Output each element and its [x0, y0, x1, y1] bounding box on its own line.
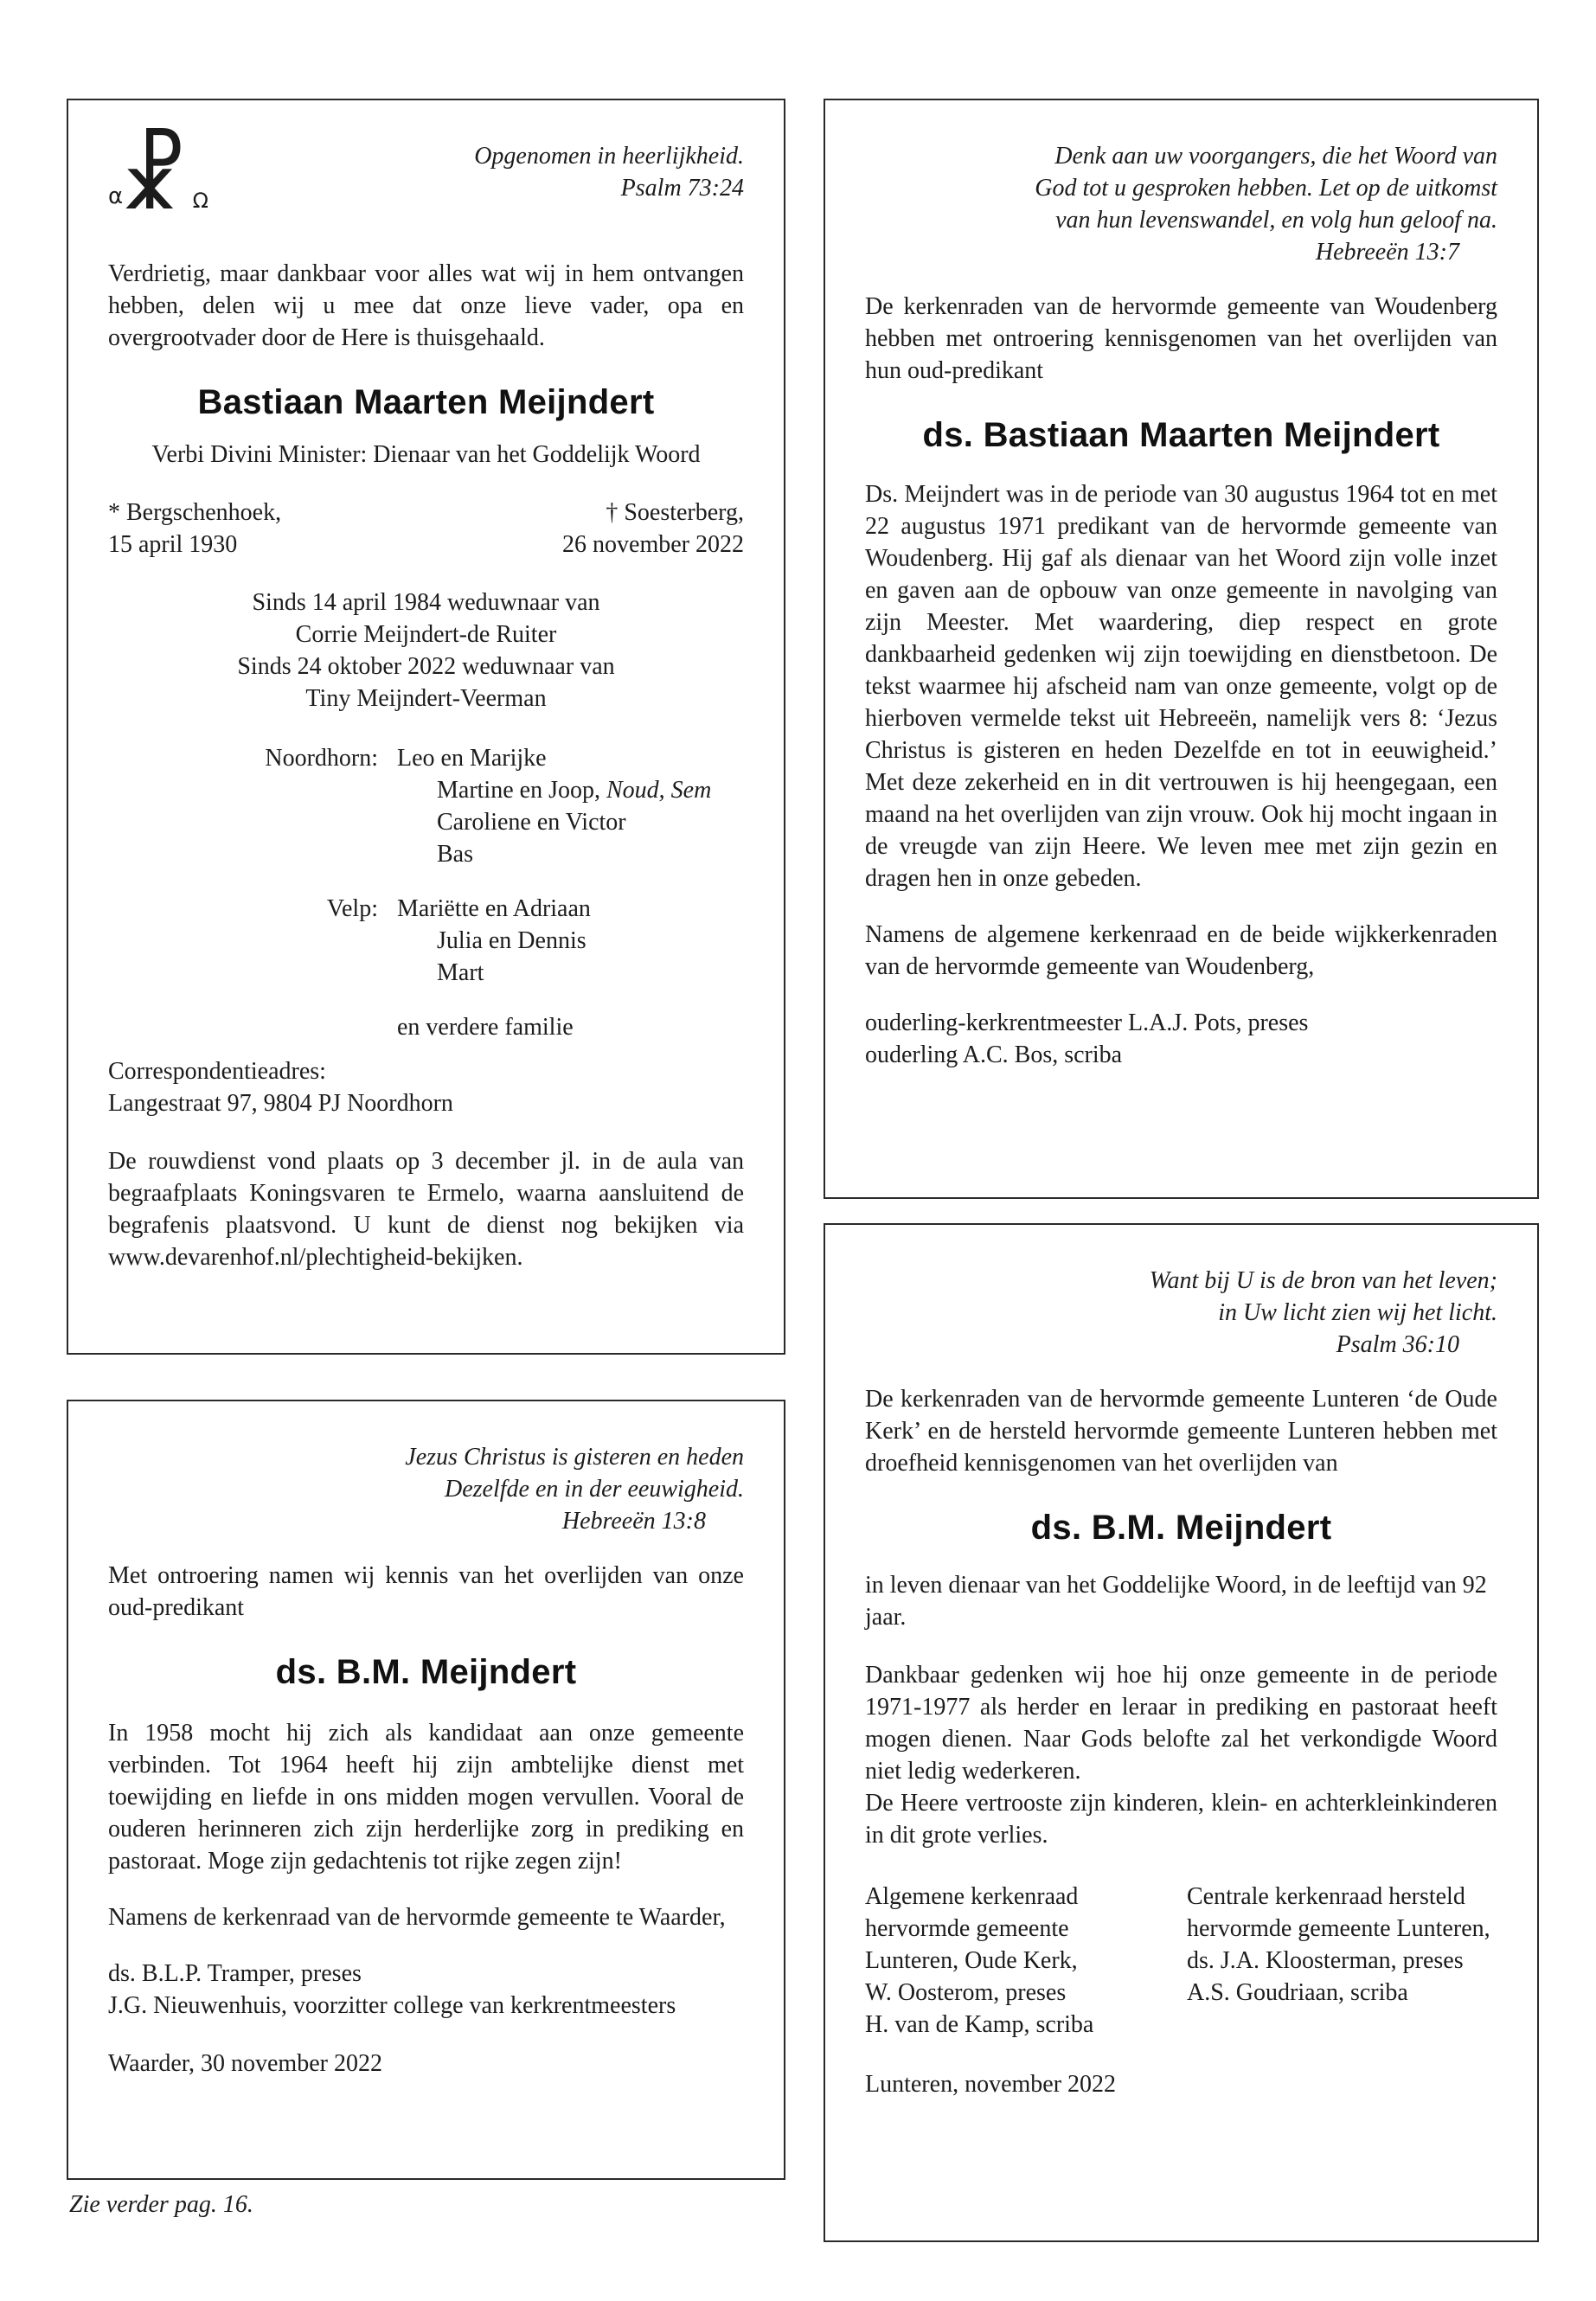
- deceased-title: Verbi Divini Minister: Dienaar van het Goddelijk Woord: [151, 441, 701, 468]
- deceased-name: ds. B.M. Meijndert: [275, 1653, 577, 1691]
- signature-column-right: [1187, 1881, 1497, 2041]
- deceased-name: Bastiaan Maarten Meijndert: [197, 383, 655, 421]
- quote-line: Denk aan uw voorgangers, die het Woord van: [1054, 143, 1497, 170]
- quote-line: Opgenomen in heerlijkheid.: [474, 143, 744, 170]
- family-member: Mariëtte en Adriaan: [397, 895, 591, 922]
- family-member: Caroliene en Victor: [437, 809, 626, 836]
- omega-glyph: Ω: [192, 189, 208, 213]
- signature-line: H. van de Kamp, scriba: [865, 2011, 1094, 2038]
- signature-line: ouderling-kerkrentmeester L.A.J. Pots, preses: [865, 1009, 1309, 1036]
- quote-line: van hun levenswandel, en volg hun geloof na.: [1055, 207, 1497, 234]
- scripture-quote: [865, 135, 1497, 268]
- scripture-quote: [865, 1259, 1497, 1361]
- memorial-paragraph: Ds. Meijndert was in de periode van 30 augustus 1964 tot en met 22 augustus 1971 predikant van de hervormde gemeente van Woudenberg. Hij gaf als dienaar van het Woord zijn volle inzet en gaven aan de opbouw van onze gemeente in navolging van zijn Meester. Met waardering, diep respect en grote dankbaarheid gedenken wij zijn toewijding en dienstbetoon. De tekst waarmee hij afscheid nam van onze gemeente, volgt op de hierboven vermelde tekst uit Hebreeën, namelijk vers 8: ‘Jezus Christus is gisteren en heden Dezelfde en tot in eeuwigheid.’ Met deze zekerheid en in dit vertrouwen is hij heengegaan, een maand na het overlijden van zijn vrouw. Ook hij mocht ingaan in de vreugde van zijn Heere. We leven mee met zijn gezin en dragen hen in onze gebeden.: [865, 481, 1497, 892]
- scripture-quote: [108, 1436, 744, 1537]
- family-death-notice: [67, 99, 785, 1355]
- signature-column-left: [865, 1881, 1187, 2041]
- signature-line: Centrale kerkenraad hersteld: [1187, 1883, 1465, 1910]
- closing-paragraph: Namens de kerkenraad van de hervormde gemeente te Waarder,: [108, 1904, 726, 1931]
- widower-block: [108, 586, 744, 715]
- signatures: [865, 1007, 1497, 1071]
- signatures: [108, 1958, 744, 2022]
- family-row-velp: [108, 893, 744, 989]
- memorial-paragraph: Dankbaar gedenken wij hoe hij onze gemeente in de periode 1971-1977 als herder en leraar in prediking en pastoraat heeft mogen dienen. Naar Gods belofte zal het verkondigde Woord niet ledig wederkeren.: [865, 1662, 1497, 1785]
- widower-line: Sinds 14 april 1984 weduwnaar van: [252, 589, 600, 616]
- chi-rho-glyph: ☧: [119, 127, 188, 230]
- widower-line: Sinds 24 oktober 2022 weduwnaar van: [237, 653, 615, 680]
- signature-line: hervormde gemeente Lunteren,: [1187, 1915, 1490, 1942]
- family-member: Leo en Marijke: [397, 745, 547, 772]
- scripture-quote: [210, 135, 744, 204]
- death-place: † Soesterberg,: [606, 499, 744, 526]
- family-member: Bas: [437, 841, 473, 868]
- scripture-reference: Psalm 73:24: [620, 175, 744, 202]
- family-place: Noordhorn:: [265, 745, 378, 772]
- signature-line: ds. B.L.P. Tramper, preses: [108, 1960, 362, 1987]
- waarder-notice: [67, 1400, 785, 2180]
- continuation-note: Zie verder pag. 16.: [69, 2191, 253, 2218]
- quote-line: Dezelfde en in der eeuwigheid.: [444, 1476, 744, 1503]
- intro-paragraph: Verdrietig, maar dankbaar voor alles wat wij in hem ontvangen hebben, delen wij u mee dat onze lieve vader, opa en overgrootvader door de Here is thuisgehaald.: [108, 260, 744, 351]
- signature-line: W. Oosterom, preses: [865, 1979, 1067, 2006]
- woudenberg-notice: [824, 99, 1539, 1199]
- deceased-name: ds. Bastiaan Maarten Meijndert: [922, 416, 1440, 454]
- quote-line: Want bij U is de bron van het leven;: [1149, 1267, 1497, 1294]
- widower-line: Tiny Meijndert-Veerman: [305, 685, 547, 712]
- family-close-line: en verdere familie: [397, 1014, 574, 1041]
- birth-death-row: [108, 497, 744, 561]
- lunteren-notice: [824, 1223, 1539, 2242]
- family-row-noordhorn: [108, 742, 744, 870]
- scripture-reference: Psalm 36:10: [1336, 1331, 1459, 1358]
- birth-date: 15 april 1930: [108, 531, 238, 558]
- notice-header-row: [108, 127, 744, 244]
- signature-line: J.G. Nieuwenhuis, voorzitter college van kerkrentmeesters: [108, 1992, 676, 2019]
- scripture-reference: Hebreeën 13:8: [561, 1508, 706, 1535]
- deceased-name: ds. B.M. Meijndert: [1030, 1509, 1332, 1547]
- death-date: 26 november 2022: [562, 531, 744, 558]
- family-member-text: Martine en Joop,: [437, 777, 606, 804]
- family-member: Mart: [437, 959, 484, 986]
- birth-info: [108, 497, 281, 561]
- widower-line: Corrie Meijndert-de Ruiter: [295, 621, 557, 648]
- great-grandchildren-names: Noud, Sem: [606, 777, 712, 804]
- signature-line: A.S. Goudriaan, scriba: [1187, 1979, 1408, 2006]
- dateline: Lunteren, november 2022: [865, 2071, 1117, 2098]
- closing-paragraph: Namens de algemene kerkenraad en de beide wijkkerkenraden van de hervormde gemeente van Woudenberg,: [865, 921, 1497, 980]
- family-member: Julia en Dennis: [437, 927, 586, 954]
- quote-line: Jezus Christus is gisteren en heden: [405, 1444, 744, 1471]
- family-names: [397, 893, 591, 989]
- condolence-paragraph: De Heere vertrooste zijn kinderen, klein- en achterkleinkinderen in dit grote verlies.: [865, 1790, 1497, 1849]
- alpha-glyph: α: [108, 183, 124, 209]
- signature-line: ouderling A.C. Bos, scriba: [865, 1042, 1123, 1068]
- intro-paragraph: De kerkenraden van de hervormde gemeente van Woudenberg hebben met ontroering kennisgenomen van het overlijden van hun oud-predikant: [865, 293, 1497, 384]
- family-place: Velp:: [326, 895, 378, 922]
- quote-line: God tot u gesproken hebben. Let op de uitkomst: [1035, 175, 1497, 202]
- signature-line: Lunteren, Oude Kerk,: [865, 1947, 1078, 1974]
- signature-columns: [865, 1881, 1497, 2041]
- family-names: [397, 742, 711, 870]
- service-info-paragraph: De rouwdienst vond plaats op 3 december jl. in de aula van begraafplaats Koningsvaren te Ermelo, waarna aansluitend de begrafenis plaatsvond. U kunt de dienst nog bekijken via www.devarenhof.nl/plechtigheid-bekijken.: [108, 1148, 744, 1271]
- correspondence-address: [108, 1055, 744, 1119]
- signature-line: ds. J.A. Kloosterman, preses: [1187, 1947, 1464, 1974]
- dateline: Waarder, 30 november 2022: [108, 2050, 382, 2077]
- memorial-paragraph: In 1958 mocht hij zich als kandidaat aan onze gemeente verbinden. Tot 1964 heeft hij zijn ambtelijke dienst met toewijding en liefde in ons midden mogen vervullen. Vooral de ouderen herinneren zich zijn herderlijke zorg in prediking en pastoraat. Moge zijn gedachtenis tot rijke zegen zijn!: [108, 1720, 744, 1875]
- signature-line: Algemene kerkenraad: [865, 1883, 1079, 1910]
- address-value: Langestraat 97, 9804 PJ Noordhorn: [108, 1090, 453, 1117]
- family-list: [108, 742, 744, 989]
- address-label: Correspondentieadres:: [108, 1058, 326, 1085]
- intro-paragraph: De kerkenraden van de hervormde gemeente Lunteren ‘de Oude Kerk’ en de hersteld hervormde gemeente Lunteren hebben met droefheid kennisgenomen van het overlijden van: [865, 1386, 1497, 1477]
- chi-rho-icon: [108, 127, 210, 244]
- scripture-reference: Hebreeën 13:7: [1315, 239, 1459, 266]
- signature-line: hervormde gemeente: [865, 1915, 1069, 1942]
- quote-line: in Uw licht zien wij het licht.: [1218, 1299, 1497, 1326]
- intro-paragraph: Met ontroering namen wij kennis van het overlijden van onze oud-predikant: [108, 1562, 744, 1621]
- family-member: [397, 774, 711, 806]
- death-info: [562, 497, 744, 561]
- deceased-title: in leven dienaar van het Goddelijke Woord, in de leeftijd van 92 jaar.: [865, 1572, 1487, 1631]
- birth-place: * Bergschenhoek,: [108, 499, 282, 526]
